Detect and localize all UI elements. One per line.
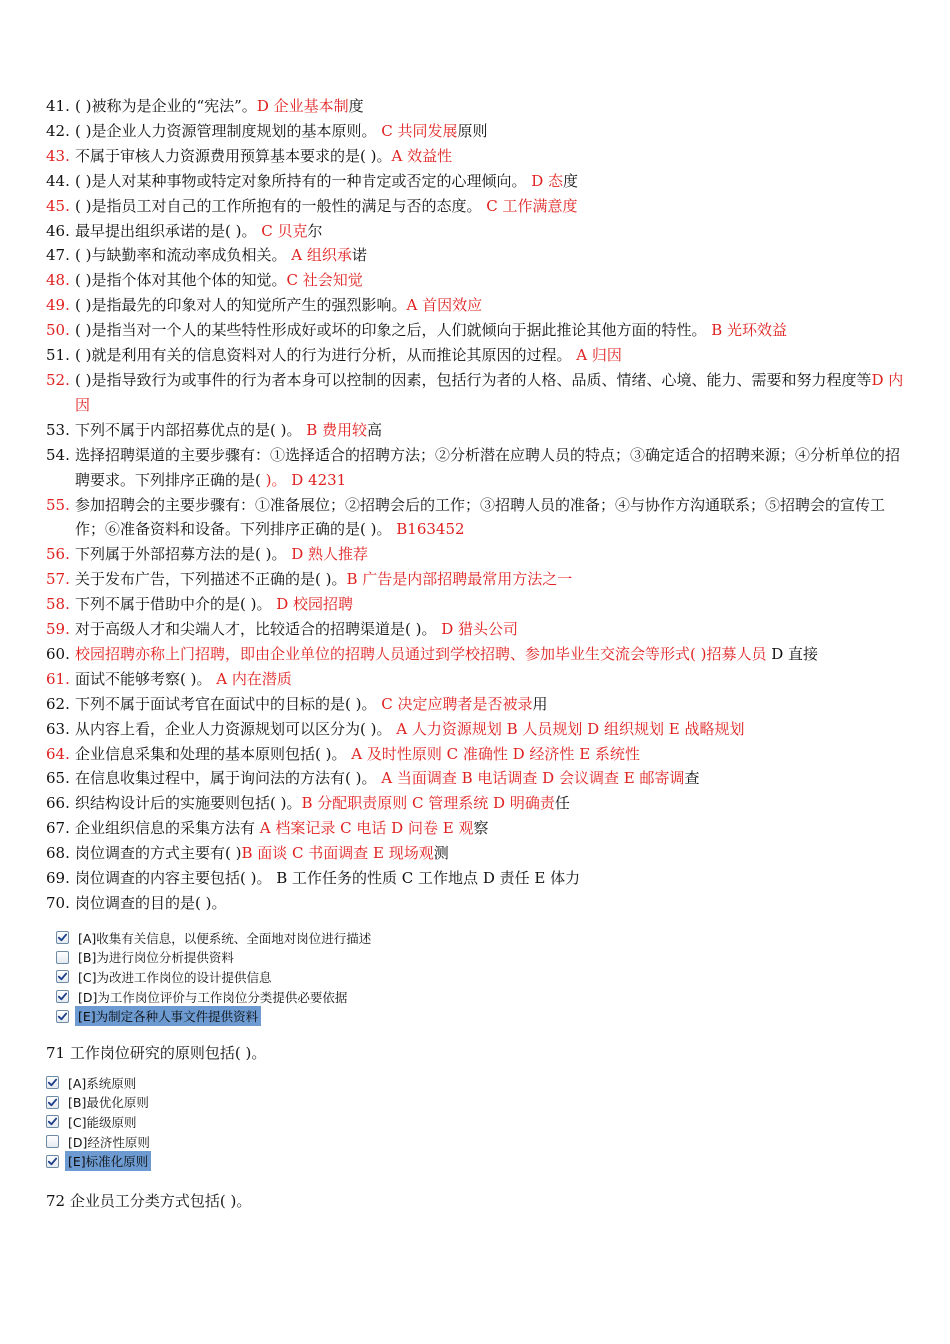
question-item (46, 243, 912, 268)
answer-text: C 共同发展 (381, 121, 458, 140)
question-text: 诺 (351, 246, 367, 265)
option-row[interactable] (56, 967, 450, 987)
answer-text: C 社会知觉 (286, 271, 363, 290)
question-item (46, 692, 912, 717)
question-text: 面试不能够考察( )。 (75, 669, 217, 688)
question-number: 44. (46, 171, 70, 190)
option-row[interactable] (46, 1132, 186, 1152)
question-text: 织结构设计后的实施要则包括( )。 (75, 794, 302, 813)
option-row[interactable] (46, 1093, 186, 1113)
question-item (46, 891, 912, 916)
question-number: 52. (46, 370, 70, 389)
question-text: 下列属于外部招募方法的是( )。 (75, 545, 292, 564)
answer-text: B 光环效益 (711, 321, 788, 340)
question-text: 岗位调查的目的是( )。 (75, 894, 227, 912)
option-label: [B]最优化原则 (68, 1095, 149, 1111)
question-item (46, 493, 912, 543)
answer-text: A 内在潜质 (216, 669, 292, 688)
answer-text: C 贝克 (261, 221, 308, 240)
answer-text: D 态 (531, 171, 564, 190)
answer-text: B 广告是内部招聘最常用方法之一 (346, 570, 573, 589)
option-label: [A]系统原则 (68, 1075, 137, 1091)
checked-checkbox-icon[interactable] (46, 1096, 59, 1109)
question-number: 45. (46, 196, 70, 215)
question-item (46, 144, 912, 169)
answer-text: B 面谈 C 书面调查 E 现场观 (241, 844, 434, 863)
question-text: 企业信息采集和处理的基本原则包括( )。 (75, 744, 352, 763)
question-text: 岗位调查的方式主要有( ) (75, 844, 242, 863)
question-number: 62. (46, 694, 70, 713)
question-text: 度 (563, 171, 579, 190)
q71-options (46, 1073, 186, 1171)
checkbox-icon[interactable] (56, 951, 69, 964)
answer-text: A 效益性 (391, 146, 453, 165)
question-number: 59. (46, 620, 70, 639)
answer-text: C 工作满意度 (486, 196, 578, 215)
option-label: [E]标准化原则 (65, 1151, 151, 1171)
question-number: 53. (46, 420, 70, 439)
question-text: 尔 (307, 221, 323, 240)
question-text: 对于高级人才和尖端人才，比较适合的招聘渠道是( )。 (75, 620, 442, 639)
question-text: 下列不属于面试考官在面试中的目标的是( )。 (75, 694, 382, 713)
answer-text: A 首因效应 (406, 296, 483, 315)
q71-text: 71 工作岗位研究的原则包括( )。 (46, 1044, 267, 1062)
question-text: 察 (473, 819, 489, 838)
option-label: [A]收集有关信息，以便系统、全面地对岗位进行描述 (78, 930, 372, 946)
answer-text: A 当面调查 B 电话调查 D 会议调查 E 邮寄调 (381, 769, 685, 788)
question-text: ( )是指当对一个人的某些特性形成好或坏的印象之后，人们就倾向于据此推论其他方面的特性。 (75, 321, 712, 340)
question-item (46, 318, 912, 343)
question-text: 最早提出组织承诺的是( )。 (75, 221, 262, 240)
question-text: ( )是人对某种事物或特定对象所持有的一种肯定或否定的心理倾向。 (75, 171, 532, 190)
question-number: 50. (46, 321, 70, 340)
answer-text: D 校园招聘 (276, 595, 354, 614)
option-row[interactable] (56, 928, 450, 948)
question-text: 参加招聘会的主要步骤有：①准备展位；②招聘会后的工作；③招聘人员的准备；④与协作方沟通联系；⑤招聘会的宣传工作；⑥准备资料和设备。下列排序正确的是( )。 (75, 495, 886, 539)
question-number: 64. (46, 744, 70, 763)
checked-checkbox-icon[interactable] (56, 931, 69, 944)
question-item (46, 791, 912, 816)
question-item (46, 194, 912, 219)
question-number: 67. (46, 819, 70, 838)
question-number: 58. (46, 595, 70, 614)
question-item (46, 94, 912, 119)
option-label: [D]为工作岗位评价与工作岗位分类提供必要依据 (78, 989, 348, 1005)
q72-text: 72 企业员工分类方式包括( )。 (46, 1192, 252, 1210)
question-item (46, 866, 912, 891)
option-label: [C]为改进工作岗位的设计提供信息 (78, 969, 272, 985)
option-row[interactable] (46, 1073, 186, 1093)
question-text: 从内容上看，企业人力资源规划可以区分为( )。 (75, 719, 397, 738)
question-item (46, 443, 912, 493)
question-text: ( )是企业人力资源管理制度规划的基本原则。 (75, 121, 382, 140)
answer-text: B163452 (396, 520, 465, 539)
question-text: ( )是指员工对自己的工作所抱有的一般性的满足与否的态度。 (75, 196, 487, 215)
answer-text: D 企业基本制 (256, 97, 349, 115)
question-number: 43. (46, 146, 70, 165)
answer-text: B 费用较 (306, 420, 368, 439)
question-text: 不属于审核人力资源费用预算基本要求的是( )。 (75, 146, 392, 165)
answer-text: A 档案记录 C 电话 D 问卷 E 观 (259, 819, 474, 838)
question-item (46, 667, 912, 692)
question-item (46, 717, 912, 742)
question-number: 55. (46, 495, 70, 514)
question-number: 61. (46, 669, 70, 688)
option-row[interactable] (56, 987, 450, 1007)
question-number: 68. (46, 844, 70, 863)
question-number: 54. (46, 445, 70, 464)
question-list (46, 94, 912, 916)
option-label: [D]经济性原则 (68, 1134, 150, 1150)
question-text: 度 (348, 97, 364, 115)
option-label: [B]为进行岗位分析提供资料 (78, 950, 234, 966)
question-number: 42. (46, 121, 70, 140)
answer-text: B 分配职责原则 C 管理系统 D 明确责 (301, 794, 555, 813)
answer-text: D 熟人推荐 (291, 545, 369, 564)
question-item (46, 567, 912, 592)
question-text: ( )就是利用有关的信息资料对人的行为进行分析，从而推论其原因的过程。 (75, 346, 577, 365)
question-text: 岗位调查的内容主要包括( )。 B 工作任务的性质 C 工作地点 D 责任 E 体力 (75, 869, 581, 888)
answer-text: )。 D 4231 (265, 470, 347, 489)
question-item (46, 119, 912, 144)
question-item (46, 219, 912, 244)
question-item (46, 766, 912, 791)
option-row[interactable] (46, 1151, 186, 1171)
question-item (46, 592, 912, 617)
checked-checkbox-icon[interactable] (56, 1010, 69, 1023)
question-number: 69. (46, 869, 70, 888)
question-text: 下列不属于内部招募优点的是( )。 (75, 420, 307, 439)
question-text: 关于发布广告，下列描述不正确的是( )。 (75, 570, 347, 589)
question-number: 49. (46, 296, 70, 315)
checked-checkbox-icon[interactable] (56, 990, 69, 1003)
question-text: 用 (532, 694, 548, 713)
question-text: 在信息收集过程中，属于询问法的方法有( )。 (75, 769, 382, 788)
question-number: 56. (46, 545, 70, 564)
answer-text: C 决定应聘者是否被录 (381, 694, 533, 713)
question-item (46, 418, 912, 443)
question-number: 48. (46, 271, 70, 290)
question-text: D 直接 (766, 644, 819, 663)
question-text: ( )被称为是企业的“宪法”。 (75, 97, 257, 115)
option-row[interactable] (46, 1112, 186, 1132)
question-item (46, 542, 912, 567)
q70-options (56, 928, 450, 1026)
question-number: 65. (46, 769, 70, 788)
checked-checkbox-icon[interactable] (46, 1115, 59, 1128)
question-item (46, 293, 912, 318)
answer-text: A 组织承 (291, 246, 352, 265)
question-item (46, 617, 912, 642)
question-number: 60. (46, 644, 70, 663)
question-item (46, 816, 912, 841)
checked-checkbox-icon[interactable] (56, 970, 69, 983)
question-text: 企业组织信息的采集方法有 (75, 819, 260, 838)
question-text: 原则 (457, 121, 488, 140)
option-row[interactable] (56, 948, 450, 968)
question-text: ( )是指最先的印象对人的知觉所产生的强烈影响。 (75, 296, 407, 315)
question-item (46, 368, 912, 418)
question-text: ( )与缺勤率和流动率成负相关。 (75, 246, 292, 265)
question-item (46, 343, 912, 368)
question-text: 下列不属于借助中介的是( )。 (75, 595, 277, 614)
question-number: 70. (46, 894, 70, 912)
option-row[interactable] (56, 1006, 450, 1026)
question-number: 57. (46, 570, 70, 589)
answer-text: A 归因 (576, 346, 622, 365)
question-item (46, 841, 912, 866)
option-label: [E]为制定各种人事文件提供资料 (75, 1006, 261, 1026)
answer-text: A 及时性原则 C 准确性 D 经济性 E 系统性 (351, 744, 640, 763)
question-text: 测 (433, 844, 449, 863)
answer-text: D 猎头公司 (441, 620, 519, 639)
question-text: 高 (367, 420, 383, 439)
question-number: 66. (46, 794, 70, 813)
question-text: ( )是指导致行为或事件的行为者本身可以控制的因素，包括行为者的人格、品质、情绪、心境、能力、需要和努力程度等 (75, 370, 872, 389)
answer-text: 校园招聘亦称上门招聘，即由企业单位的招聘人员通过到学校招聘、参加毕业生交流会等形式( )招募人员 (75, 644, 767, 663)
question-item (46, 169, 912, 194)
question-number: 51. (46, 346, 70, 365)
question-text: 任 (554, 794, 570, 813)
answer-text: D 内因 (75, 370, 904, 414)
question-number: 63. (46, 719, 70, 738)
question-text: 选择招聘渠道的主要步骤有：①选择适合的招聘方法；②分析潜在应聘人员的特点；③确定适合的招聘来源；④分析单位的招聘要求。下列排序正确的是( (75, 445, 901, 489)
question-item (46, 268, 912, 293)
question-item (46, 642, 912, 667)
question-number: 41. (46, 97, 70, 115)
question-text: ( )是指个体对其他个体的知觉。 (75, 271, 287, 290)
question-item (46, 742, 912, 767)
question-number: 47. (46, 246, 70, 265)
checked-checkbox-icon[interactable] (46, 1155, 59, 1168)
option-label: [C]能级原则 (68, 1114, 137, 1130)
checked-checkbox-icon[interactable] (46, 1076, 59, 1089)
checkbox-icon[interactable] (46, 1135, 59, 1148)
question-text: 查 (684, 769, 700, 788)
answer-text: A 人力资源规划 B 人员规划 D 组织规划 E 战略规划 (396, 719, 745, 738)
question-number: 46. (46, 221, 70, 240)
